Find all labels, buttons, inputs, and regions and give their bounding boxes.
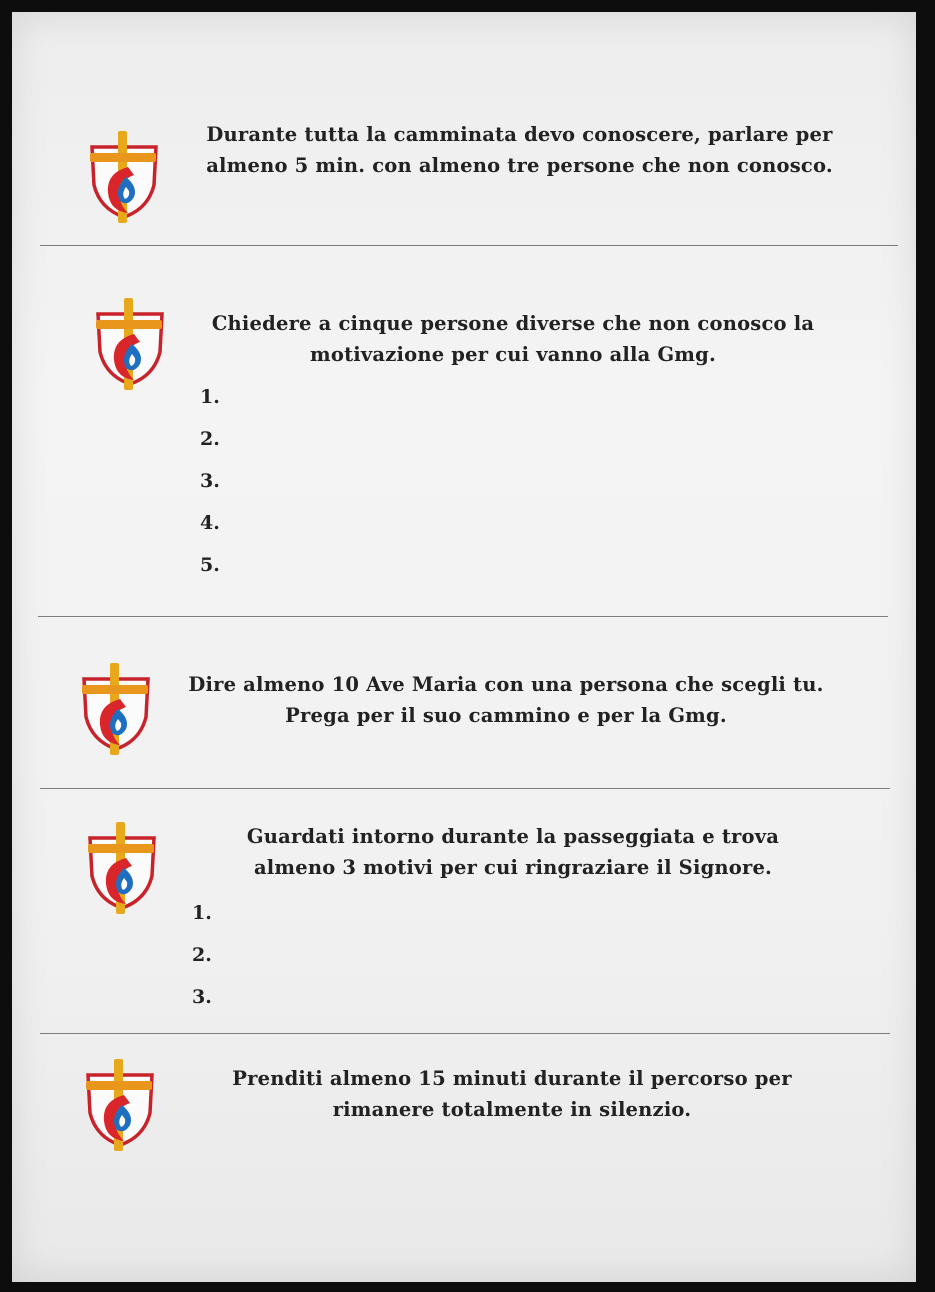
list-item: 1. bbox=[200, 386, 220, 408]
task-text: Guardati intorno durante la passeggiata e trova almeno 3 motivi per cui ringraziare il Signore. bbox=[246, 825, 780, 879]
task-text: Chiedere a cinque persone diverse che non conosco la motivazione per cui vanno alla Gmg. bbox=[211, 312, 815, 366]
list-item: 3. bbox=[200, 470, 220, 492]
task-text: Prenditi almeno 15 minuti durante il percorso per rimanere totalmente in silenzio. bbox=[232, 1067, 792, 1121]
list-item: 2. bbox=[200, 428, 220, 450]
gmg-cross-shield-icon bbox=[76, 659, 156, 759]
list-item: 4. bbox=[200, 512, 220, 534]
gmg-cross-shield-icon bbox=[90, 294, 170, 394]
section-divider bbox=[40, 1033, 890, 1034]
task-text: Durante tutta la camminata devo conoscere, parlare per almeno 5 min. con almeno tre persone che non conosco. bbox=[206, 123, 833, 177]
answer-list bbox=[200, 376, 220, 586]
gmg-cross-shield-icon bbox=[80, 1055, 160, 1155]
list-item: 1. bbox=[192, 902, 212, 924]
gmg-cross-shield-icon bbox=[84, 127, 164, 227]
section-divider bbox=[40, 788, 890, 789]
section-divider bbox=[38, 616, 888, 617]
document-page bbox=[12, 12, 916, 1282]
gmg-cross-shield-icon bbox=[82, 818, 162, 918]
section-divider bbox=[40, 245, 898, 246]
list-item: 5. bbox=[200, 554, 220, 576]
list-item: 2. bbox=[192, 944, 212, 966]
task-text: Dire almeno 10 Ave Maria con una persona che scegli tu. Prega per il suo cammino e per la Gmg. bbox=[188, 673, 824, 727]
list-item: 3. bbox=[192, 986, 212, 1008]
answer-list bbox=[192, 892, 212, 1018]
